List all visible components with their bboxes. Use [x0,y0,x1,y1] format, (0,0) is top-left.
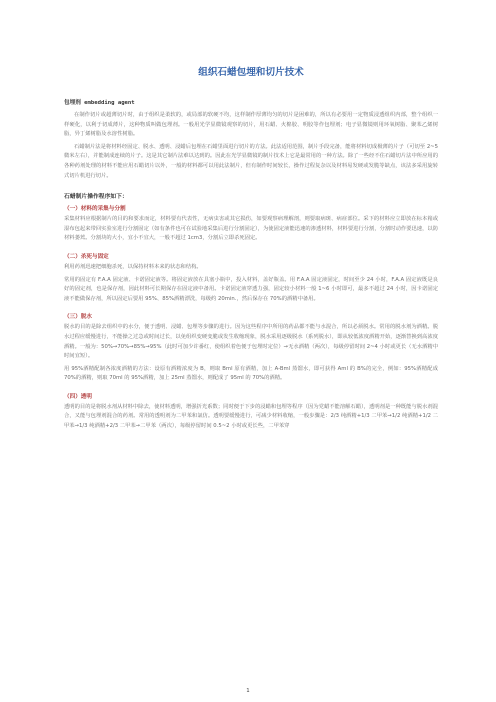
intro-paragraph: 在制作切片或超薄切片时，由于组织是柔软的，或局部的软硬不均，这样制作厚薄均匀的切片是困难的，所以有必要用一定物质浸透组织内部，整个组织一样硬化，以利于切成薄片，这种物质叫做包埋剂。一般用光学显微镜观察的切片，用石蜡、火棉胶、明胶等作包埋剂；电子显微镜则用环氧树脂、聚苯乙烯树脂，异丁烯树脂及水溶性树脂。 [64,112,438,138]
intro-paragraph: 石蜡制片法是将材料经固定、脱水、透明、浸蜡后包埋在石蜡里面进行切片的方法。此法适用范围，制片手段完备，能将材料切成极薄的片子（可切至 2~5 微米左右），并能制成连续的片子。这是其它制片法难以达到的。因此在光学显微镜的制片技术上它是最常用的一种方法。除了一些经不住石蜡切片法中所应用的各种药剂处理的材料不能应用石蜡切片以外，一般的材料都可以用此法制片，但有制作时间较长，操作过程复杂以及材料易发硬或发脆等缺点，该法多采用旋转式切片机进行切片。 [64,143,438,179]
section-heading-fixation: （二）杀死与固定 [64,253,109,260]
steps-heading: 石蜡制片操作程序如下： [64,194,128,201]
section-paragraph: 利用药剂迅速把细胞杀死，以保持材料本来的状态和结构。 [64,263,202,270]
section-heading-clearing: （四）透明 [64,393,92,400]
section-paragraph: 脱水的目的是除去组织中的水分，便于透明、浸蜡、包埋等步骤的进行。因为这些程序中所用的药品都不能与水混合，所以必须脱水。常用的脱水剂为酒精。脱水过程应缓慢进行，不能操之过急或时间过长，以免组织变硬变脆或发生收缩现象，脱水采用逐级脱水（系列脱水），即从较低浓度酒精开始，逐渐替换到高浓度酒精。一般为：50%→70%→85%→95%（此时可加少许番红，使组织着色便于包埋时定位）→无水酒精（两次），每级停留时间 2~4 小时或更长（无水酒精中时间宜短）。 [64,324,438,360]
document-subtitle: 包埋剂 embedding agent [64,100,135,106]
section-paragraph: 采集材料应根据制片的目的和要求而定，材料要有代表性，无病虫害或其它损伤，如要观察病理解剖，则要取病斑、病症部位。采下的材料应立即放在标本箱或湿布包起来带回实验室进行分割固定（如有条件也可在试验地采集后进行分割固定），为使固定液能迅速的渗透材料，材料要进行分割，分割时动作要迅速，以防材料萎蔫。分割块的大小，宜小不宜大，一般不超过 1cm3，分割后立即杀死固定。 [64,216,438,242]
page-number: 1 [246,688,250,694]
document-title: 组织石蜡包埋和切片技术 [198,67,304,78]
section-heading-dehydration: （三）脱水 [64,314,92,321]
section-paragraph: 常用的固定有 F.A.A 固定液、卡诺固定液等。将固定液放在具塞小瓶中，投入材料，盖好瓶盖。用 F.A.A 固定液固定，时间至少 24 小时，F.A.A 固定液既是良好的固定剂，也是保存剂，因此材料可长期保存在固定液中备用。卡诺固定液穿透力强，固定较小材料一般 1~6 小时即可，最多不超过 24 小时，因卡诺固定液不能做保存剂，所以固定后要用 95%、85%酒精漂洗，每级约 20min.，然后保存在 70%的酒精中备用。 [64,276,438,302]
section-heading-collection: （一）材料的采集与分割 [64,206,126,213]
section-paragraph: 透明的目的是将脱水剂从材料中除去，使材料透明，增强折光系数；同时便于下步的浸蜡和包埋等程序（因为党蜡不能溶解石蜡），透明剂是一种既能与脱水剂混合，又能与包埋剂混合的药剂。常用的透明剂为二甲苯和氯仿。透明要缓慢进行，可减少材料收缩，一般步骤是：2/3 纯酒精+1/3 二甲苯→1/2 纯酒精+1/2 二甲苯→1/3 纯酒精+2/3 二甲苯→二甲苯（两次），每级停留时间 0.5~2 小时或更长些，二甲苯穿 [64,403,438,430]
section-paragraph: 用 95%酒精配制各浓度酒精的方法：设原有酒精浓度为 B，则取 Bml 原有酒精，加上 A-Bml 蒸馏水，即可获得 Aml 的 B%的完全，例如：95%酒精配成 70%的酒精，则取 70ml 的 95%酒精，加上 25ml 蒸馏水，则配成了 95ml 的 70%的酒精。 [64,365,438,382]
